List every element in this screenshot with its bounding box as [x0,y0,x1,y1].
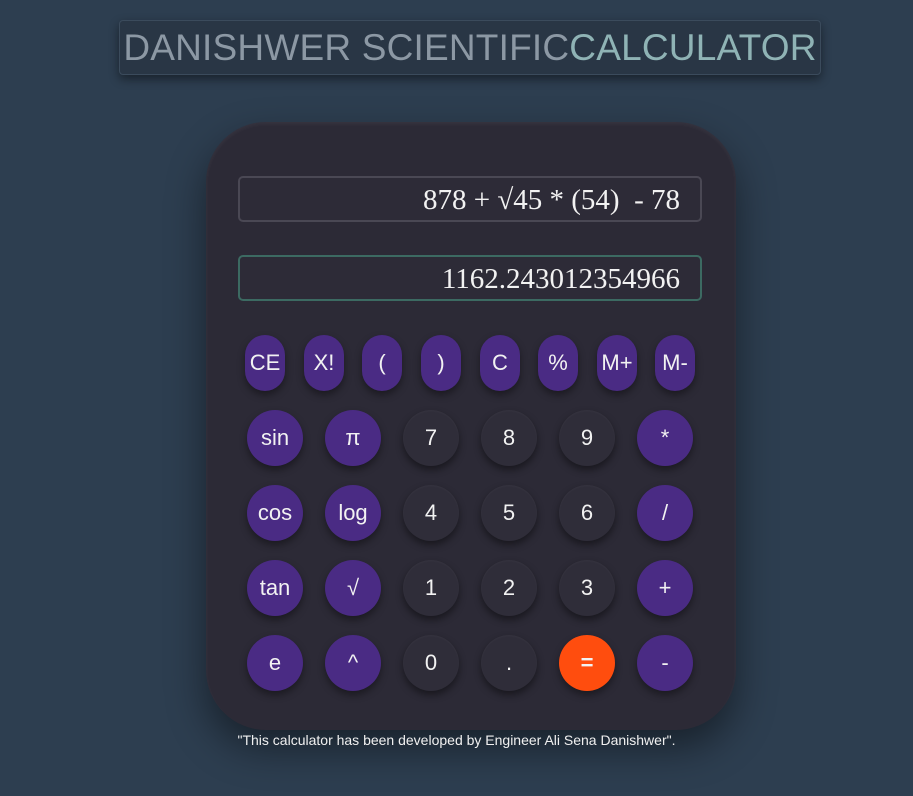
digit-1-button[interactable]: 1 [403,560,459,616]
multiply-button[interactable]: * [637,410,693,466]
digit-6-button[interactable]: 6 [559,485,615,541]
tan-button[interactable]: tan [247,560,303,616]
digit-4-button[interactable]: 4 [403,485,459,541]
clear-button[interactable]: C [480,335,520,391]
digit-3-button[interactable]: 3 [559,560,615,616]
cos-button[interactable]: cos [247,485,303,541]
digit-5-button[interactable]: 5 [481,485,537,541]
pi-button[interactable]: π [325,410,381,466]
result-display[interactable]: 1162.243012354966 [238,255,702,301]
percent-button[interactable]: % [538,335,578,391]
add-button[interactable]: + [637,560,693,616]
digit-2-button[interactable]: 2 [481,560,537,616]
subtract-button[interactable]: - [637,635,693,691]
developer-credit: "This calculator has been developed by Engineer Ali Sena Danishwer". [237,732,676,748]
digit-7-button[interactable]: 7 [403,410,459,466]
decimal-button[interactable]: . [481,635,537,691]
title-part-1: DANISHWER SCIENTIFIC [123,26,570,68]
sin-button[interactable]: sin [247,410,303,466]
calculator-body [206,122,736,730]
title-part-2: CALCULATOR [569,26,817,68]
memory-add-button[interactable]: M+ [597,335,637,391]
open-paren-button[interactable]: ( [362,335,402,391]
clear-entry-button[interactable]: CE [245,335,285,391]
factorial-button[interactable]: X! [304,335,344,391]
euler-button[interactable]: e [247,635,303,691]
divide-button[interactable]: / [637,485,693,541]
digit-0-button[interactable]: 0 [403,635,459,691]
digit-8-button[interactable]: 8 [481,410,537,466]
memory-subtract-button[interactable]: M- [655,335,695,391]
digit-9-button[interactable]: 9 [559,410,615,466]
log-button[interactable]: log [325,485,381,541]
app-title [119,20,821,75]
close-paren-button[interactable]: ) [421,335,461,391]
equals-button[interactable]: = [559,635,615,691]
expression-display[interactable]: 878 + √45 * (54) - 78 [238,176,702,222]
sqrt-button[interactable]: √ [325,560,381,616]
power-button[interactable]: ^ [325,635,381,691]
